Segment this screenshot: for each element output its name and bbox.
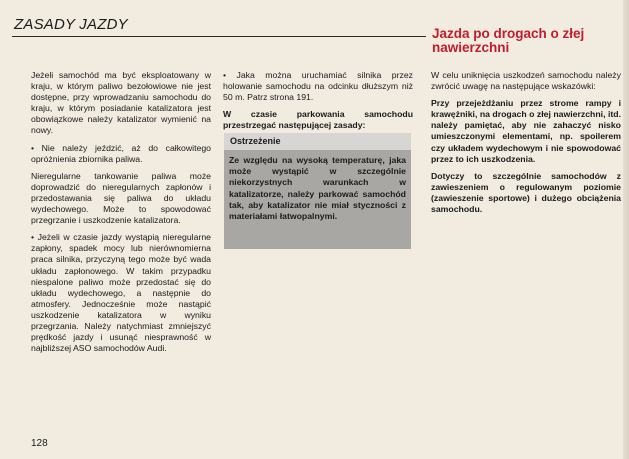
paragraph: Jeżeli samochód ma być eksploatowany w kraju, w którym paliwo bezołowiowe nie jest dostępne, przy wprowadzaniu samochodu do kraju, w którym posiadanie katalizatora jest obowiązkowe należy katalizator wymienić na nowy. [31,70,211,136]
paragraph: Dotyczy to szczególnie samochodów z zawieszeniem o regulowanym poziomie (zawieszenie sportowe) i dużego obciążenia samochodu. [431,170,621,215]
page-edge-shadow [623,0,629,459]
warning-box [224,133,411,249]
paragraph: W czasie parkowania samochodu przestrzegać następującej zasady: [223,109,413,131]
column-right [431,70,621,221]
paragraph: • Jaka można uruchamiać silnika przez holowanie samochodu na odcinku dłuższym niż 50 m. Patrz strona 191. [223,70,413,103]
column-middle [223,70,413,137]
warning-text: Ze względu na wysoką temperaturę, jaka może wystąpić w szczególnie niekorzystnych warunkach w katalizatorze, należy parkować samochód tak, aby katalizator nie miał styczności z materiałami łatwopalnymi. [229,155,406,222]
page-header [12,14,426,37]
paragraph: • Nie należy jeździć, aż do całkowitego opróżnienia zbiornika paliwa. [31,142,211,164]
column-left [31,70,211,360]
warning-heading: Ostrzeżenie [224,133,411,150]
section-title: Jazda po drogach o złej nawierzchni [432,26,585,55]
paragraph: • Jeżeli w czasie jazdy wystąpią nieregularne zapłony, spadek mocy lub nierównomierna praca silnika, przyczyną tego może być wada układu zapłonowego. W takim przypadku niespalone paliwo może przedostać się do układu wydechowego, a następnie do atmosfery. Jednocześnie może nastąpić uszkodzenie katalizatora w wyniku przegrzania. Należy natychmiast zmniejszyć prędkość jazdy i usunąć niesprawność w najbliższej ASO samochodów Audi. [31,232,211,354]
paragraph: W celu uniknięcia uszkodzeń samochodu należy zwrócić uwagę na następujące wskazówki: [431,70,621,92]
chapter-title: ZASADY JAZDY [14,16,128,33]
paragraph: Przy przejeżdżaniu przez strome rampy i krawężniki, na drogach o złej nawierzchni, itd. należy pamiętać, aby nie zahaczyć nisko umieszczonymi elementami, np. spoilerem czy układem wydechowym i nie spowodować przez to ich uszkodzenia. [431,98,621,164]
paragraph: Nieregularne tankowanie paliwa może doprowadzić do nieregularnych zapłonów i przedostawania się paliwa do układu wydechowego. Może to spowodować przegrzanie i uszkodzenie katalizatora. [31,170,211,226]
page-number: 128 [31,438,48,449]
